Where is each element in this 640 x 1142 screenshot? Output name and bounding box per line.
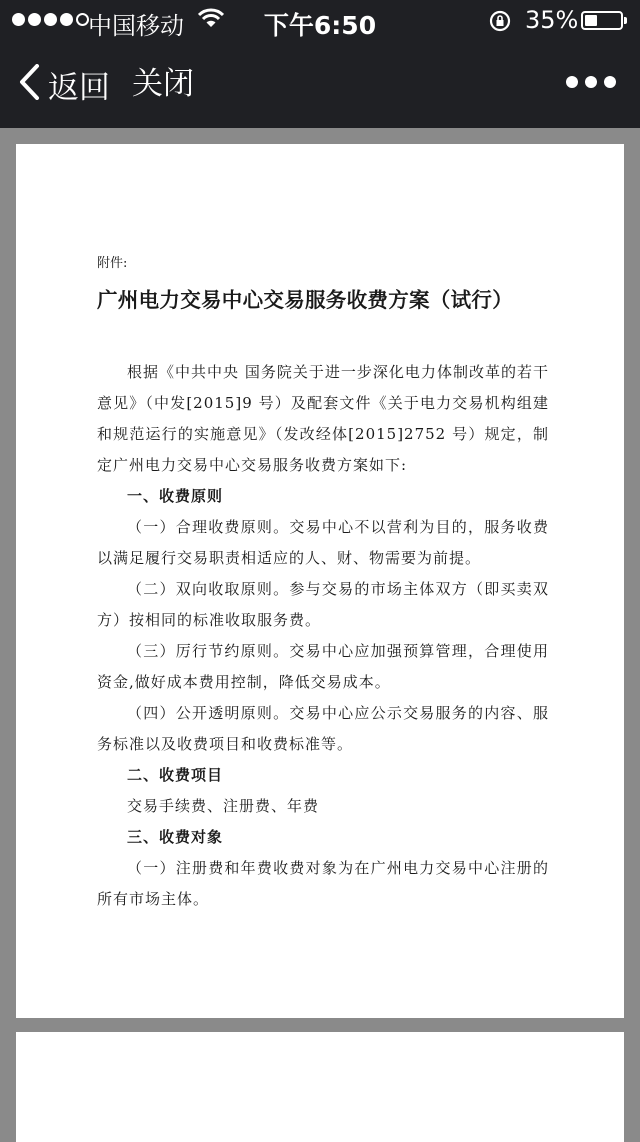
intro-paragraph: 根据《中共中央 国务院关于进一步深化电力体制改革的若干意见》（中发[2015]9 号）及配套文件《关于电力交易机构组建和规范运行的实施意见》（发改经体[2015]2752 号）规定，制定广州电力交易中心交易服务收费方案如下: [97,363,549,474]
section-text: 交易手续费、注册费、年费 [127,797,320,815]
back-button[interactable] [18,64,110,104]
close-button[interactable]: 关闭 [132,66,194,102]
list-item: （一）注册费和年费收费对象为在广州电力交易中心注册的所有市场主体。 [97,859,549,908]
list-item: （一）合理收费原则。交易中心不以营利为目的，服务收费以满足履行交易职责相适应的人、财、物需要为前提。 [97,518,549,567]
nav-bar [0,40,640,128]
document-content [97,252,549,915]
section-heading: 二、收费项目 [127,766,224,784]
document-title: 广州电力交易中心交易服务收费方案（试行） [97,288,513,312]
status-bar [0,0,640,40]
more-options-icon[interactable] [566,76,616,88]
battery-nub [624,17,627,24]
status-time: 下午6:50 [263,11,377,40]
list-item: （四）公开透明原则。交易中心应公示交易服务的内容、服务标准以及收费项目和收费标准等。 [97,704,549,753]
attachment-label: 附件: [97,256,128,271]
list-item: （二）双向收取原则。参与交易的市场主体双方（即买卖双方）按相同的标准收取服务费。 [97,580,549,629]
battery-icon [581,11,623,30]
section-heading: 三、收费对象 [127,828,224,846]
battery-percent: 35% [525,6,579,34]
list-item: （三）厉行节约原则。交易中心应加强预算管理，合理使用资金,做好成本费用控制，降低交易成本。 [97,642,549,691]
chevron-left-icon [18,64,40,104]
back-label: 返回 [48,69,110,106]
carrier-name: 中国移动 [88,12,184,40]
rotation-lock-icon [488,9,512,37]
document-page [16,1032,624,1142]
document-page [16,144,624,1018]
section-heading: 一、收费原则 [127,487,224,505]
